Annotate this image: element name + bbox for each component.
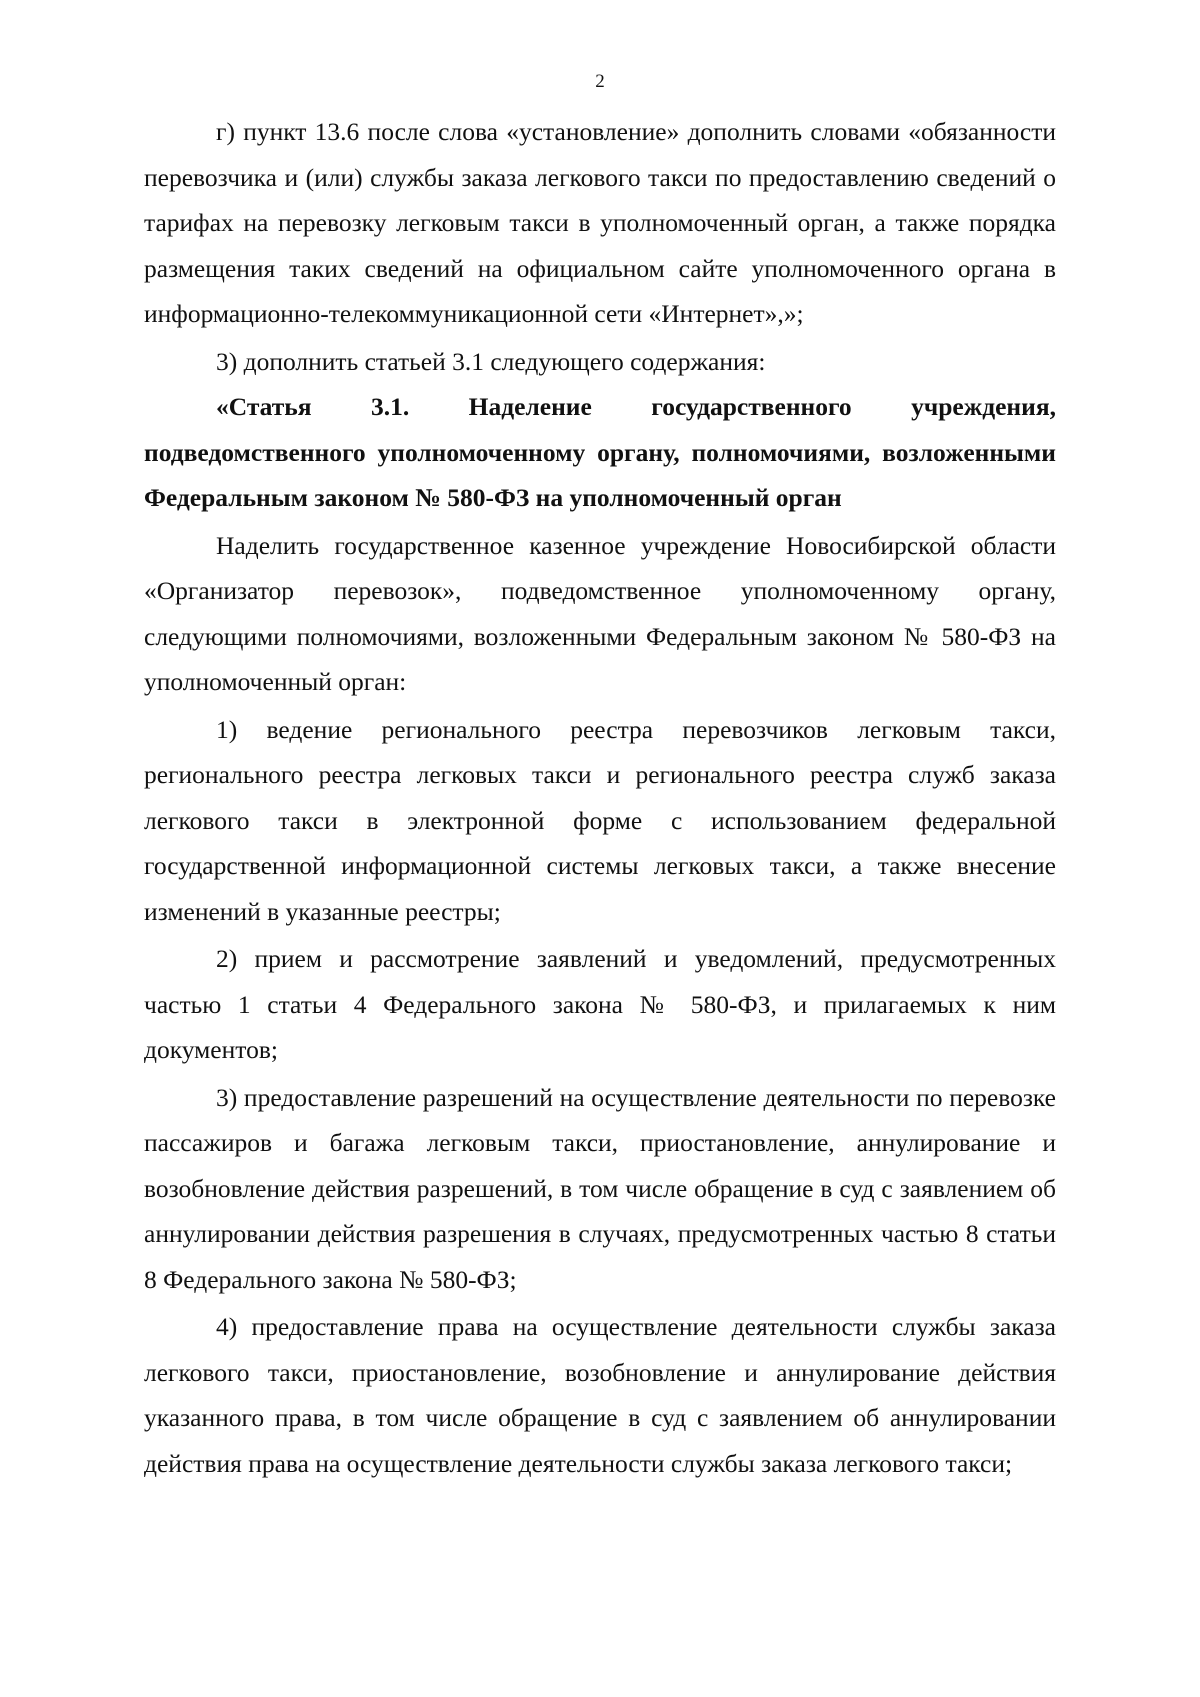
paragraph-delegation: Наделить государственное казенное учреждение Новосибирской области «Организатор перевозок», подведомственное уполномоченному органу, следующими полномочиями, возложенными Федеральным законом № 580-ФЗ на уполномоченный орган:	[144, 530, 1056, 696]
page-number: 2	[595, 71, 605, 92]
document-body	[144, 109, 1056, 1486]
article-heading: «Статья 3.1. Наделение государственного учреждения, подведомственного уполномоченному органу, полномочиями, возложенными Федеральным законом № 580-ФЗ на уполномоченный орган	[144, 392, 1056, 512]
paragraph-add-article: 3) дополнить статьей 3.1 следующего содержания:	[216, 346, 766, 376]
list-item-1: 1) ведение регионального реестра перевозчиков легковым такси, регионального реестра легковых такси и регионального реестра служб заказа легкового такси в электронной форме с использованием федеральной государственной информационной системы легковых такси, а также внесение изменений в указанные реестры;	[144, 714, 1056, 926]
list-item-2: 2) прием и рассмотрение заявлений и уведомлений, предусмотренных частью 1 статьи 4 Федерального закона № 580-ФЗ, и прилагаемых к ним документов;	[144, 944, 1056, 1064]
list-item-4: 4) предоставление права на осуществление деятельности службы заказа легкового такси, приостановление, возобновление и аннулирование действия указанного права, в том числе обращение в суд с заявлением об аннулировании действия права на осуществление деятельности службы заказа легкового такси;	[144, 1312, 1056, 1478]
paragraph-amendment-13-6: г) пункт 13.6 после слова «установление» дополнить словами «обязанности перевозчика и (или) службы заказа легкового такси по предоставлению сведений о тарифах на перевозку легковым такси в уполномоченный орган, а также порядка размещения таких сведений на официальном сайте уполномоченного органа в информационно-телекоммуникационной сети «Интернет»,»;	[144, 117, 1056, 328]
list-item-3: 3) предоставление разрешений на осуществление деятельности по перевозке пассажиров и багажа легковым такси, приостановление, аннулирование и возобновление действия разрешений, в том числе обращение в суд с заявлением об аннулировании действия разрешения в случаях, предусмотренных частью 8 статьи 8 Федерального закона № 580-ФЗ;	[144, 1082, 1056, 1294]
